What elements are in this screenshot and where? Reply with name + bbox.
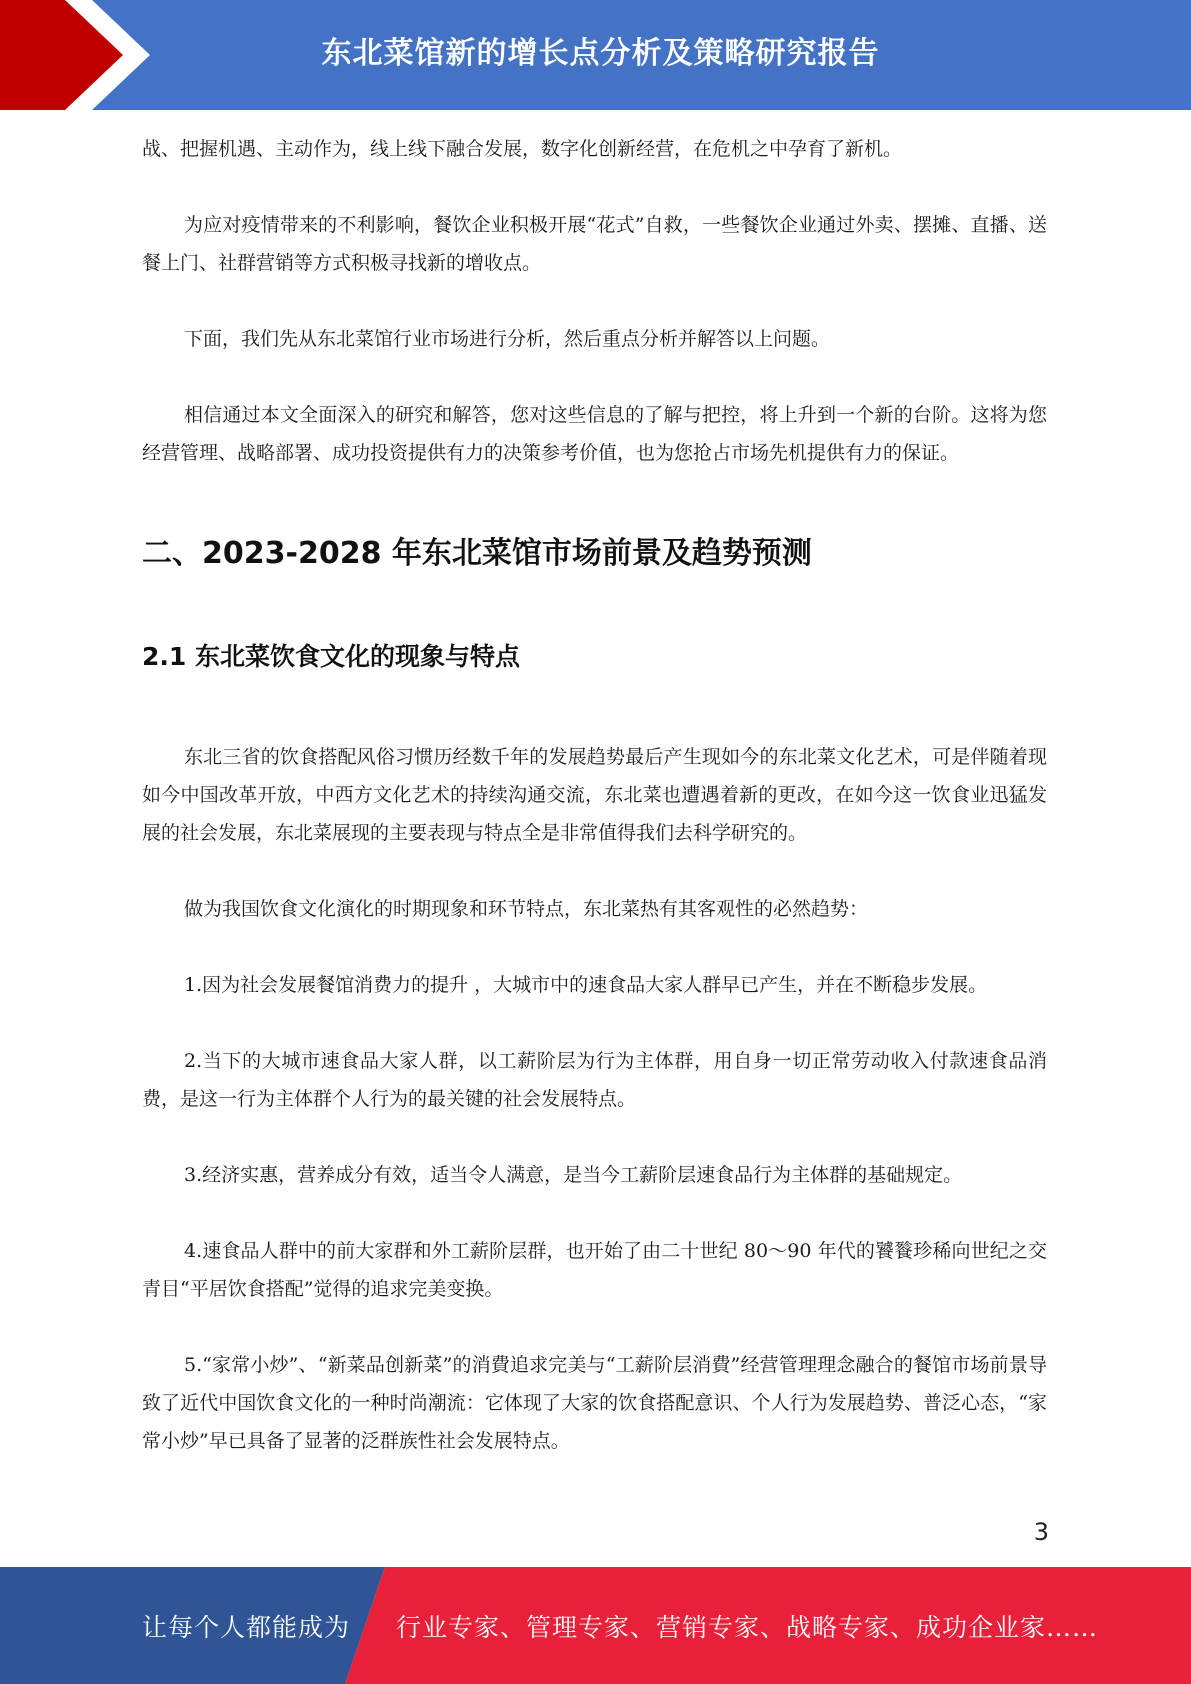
paragraph: 下面，我们先从东北菜馆行业市场进行分析，然后重点分析并解答以上问题。 (184, 328, 831, 350)
document-body (142, 130, 1047, 1498)
paragraph: 东北三省的饮食搭配风俗习惯历经数千年的发展趋势最后产生现如今的东北菜文化艺术，可是伴随着现如今中国改革开放，中西方文化艺术的持续沟通交流，东北菜也遭遇着新的更改，在如今这一饮食业迅猛发展的社会发展，东北菜展现的主要表现与特点全是非常值得我们去科学研究的。 (142, 746, 1047, 844)
paragraph: 相信通过本文全面深入的研究和解答，您对这些信息的了解与把控，将上升到一个新的台阶。这将为您经营管理、战略部署、成功投资提供有力的决策参考价值，也为您抢占市场先机提供有力的保证。 (142, 404, 1047, 464)
list-item: 4.速食品人群中的前大家群和外工薪阶层群，也开始了由二十世纪 80～90 年代的饕餮珍稀向世纪之交青目“平居饮食搭配”觉得的追求完美变换。 (142, 1240, 1047, 1300)
footer-band (0, 1567, 1191, 1684)
subsection-heading: 2.1 东北菜饮食文化的现象与特点 (142, 642, 520, 671)
footer-slogan-right: 行业专家、管理专家、营销专家、战略专家、成功企业家…… (396, 1612, 1099, 1642)
list-item: 2.当下的大城市速食品大家人群，以工薪阶层为行为主体群，用自身一切正常劳动收入付款速食品消费，是这一行为主体群个人行为的最关键的社会发展特点。 (142, 1050, 1047, 1110)
footer-slogan-left: 让每个人都能成为 (142, 1612, 351, 1642)
section-heading: 二、2023-2028 年东北菜馆市场前景及趋势预测 (142, 536, 812, 571)
header-band (0, 0, 1191, 110)
list-item: 5.“家常小炒”、“新菜品创新菜”的消費追求完美与“工薪阶层消費”经营管理理念融合的餐馆市场前景导致了近代中国饮食文化的一种时尚潮流：它体现了大家的饮食搭配意识、个人行为发展趋势、普泛心态，“家常小炒”早已具备了显著的泛群族性社会发展特点。 (142, 1354, 1047, 1452)
list-item: 3.经济实惠，营养成分有效，适当令人满意，是当今工薪阶层速食品行为主体群的基础规定。 (184, 1164, 963, 1186)
page-number: 3 (1033, 1518, 1049, 1546)
list-item: 1.因为社会发展餐馆消费力的提升 ，大城市中的速食品大家人群早已产生，并在不断稳步发展。 (184, 974, 988, 996)
paragraph: 战、把握机遇、主动作为，线上线下融合发展，数字化创新经营，在危机之中孕育了新机。 (142, 138, 903, 160)
report-title: 东北菜馆新的增长点分析及策略研究报告 (321, 36, 880, 71)
paragraph: 为应对疫情带来的不利影响，餐饮企业积极开展“花式”自救，一些餐饮企业通过外卖、摆摊、直播、送餐上门、社群营销等方式积极寻找新的增收点。 (142, 214, 1047, 274)
paragraph: 做为我国饮食文化演化的时期现象和环节特点，东北菜热有其客观性的必然趋势： (184, 898, 869, 920)
